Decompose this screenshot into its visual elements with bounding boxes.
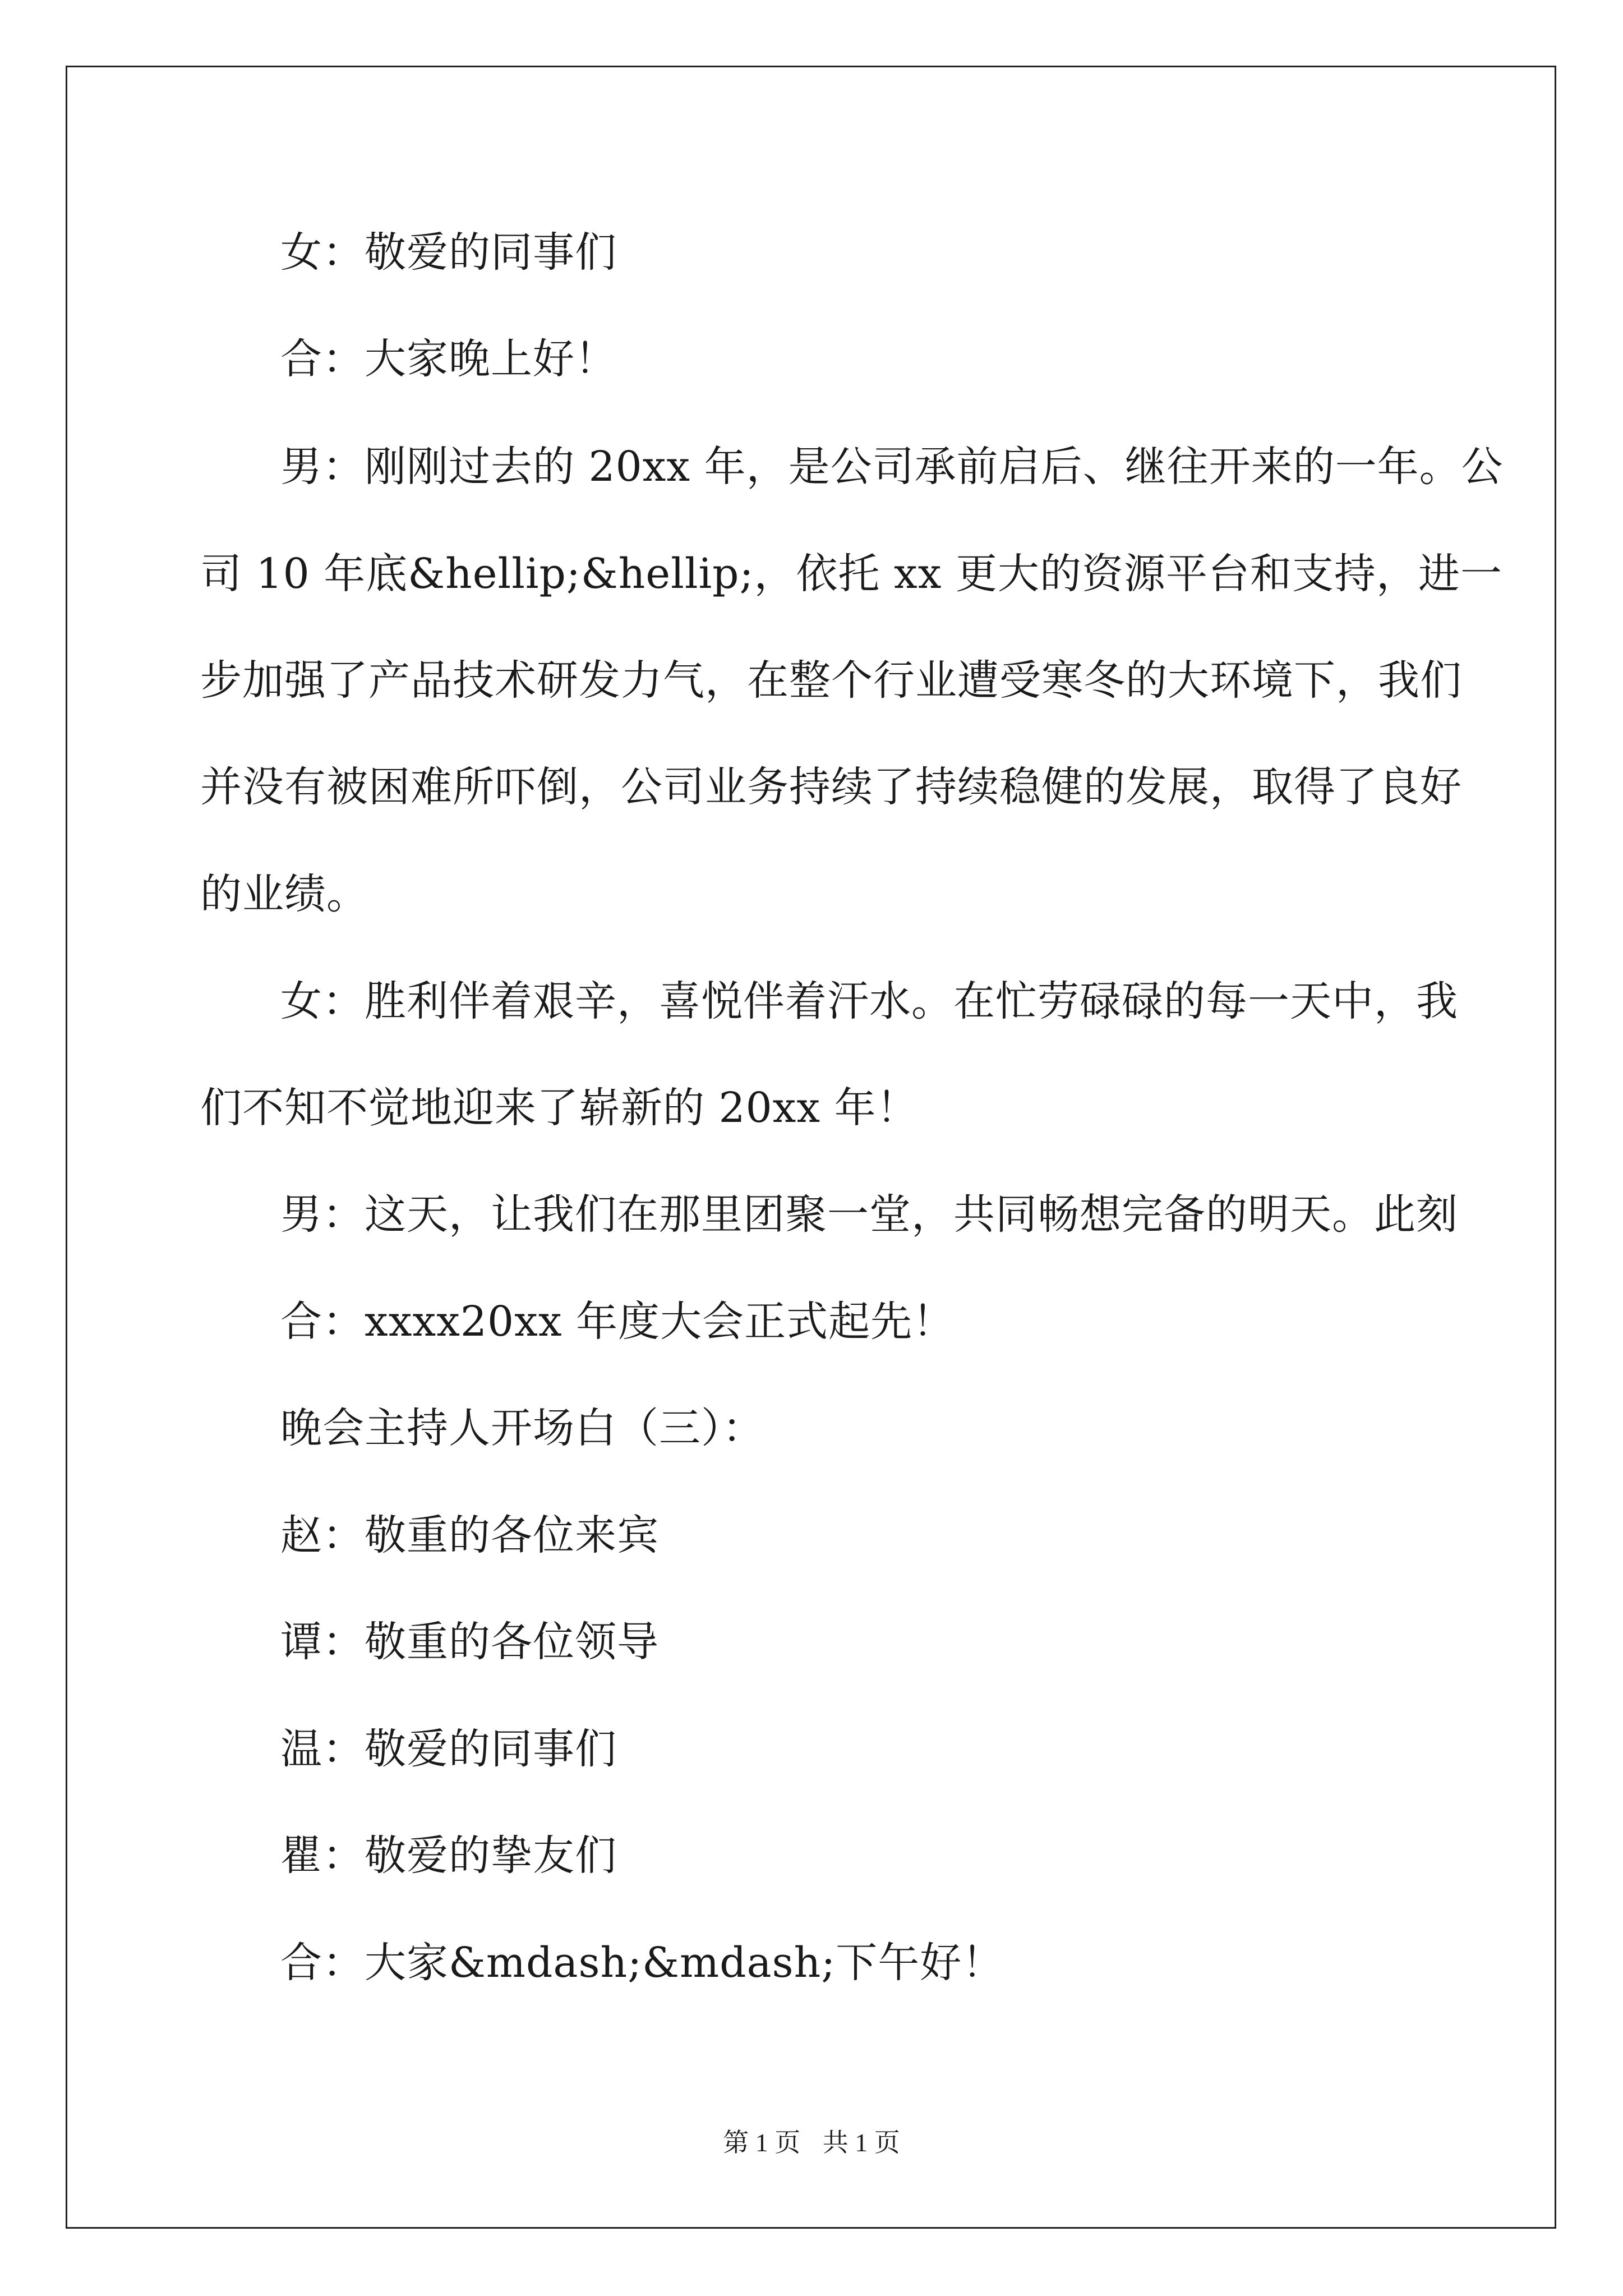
text-line: 女：胜利伴着艰辛，喜悦伴着汗水。在忙劳碌碌的每一天中，我 <box>280 977 1458 1025</box>
text-line: 合：xxxx20xx 年度大会正式起先！ <box>280 1297 955 1346</box>
page-total: 共 1 页 <box>822 2128 900 2157</box>
section-heading: 晚会主持人开场白（三）： <box>280 1404 764 1452</box>
text-line: 赵：敬重的各位来宾 <box>280 1511 659 1559</box>
text-line: 们不知不觉地迎来了崭新的 20xx 年！ <box>200 1084 919 1132</box>
text-line: 男：刚刚过去的 20xx 年，是公司承前启后、继往开来的一年。公 <box>280 443 1504 491</box>
page-number: 第 1 页 <box>723 2128 801 2157</box>
text-line: 步加强了产品技术研发力气，在整个行业遭受寒冬的大环境下，我们 <box>200 656 1462 705</box>
text-line: 温：敬爱的同事们 <box>280 1725 617 1773</box>
text-line: 瞿：敬爱的挚友们 <box>280 1832 617 1880</box>
text-line: 并没有被困难所吓倒，公司业务持续了持续稳健的发展，取得了良好 <box>200 763 1462 811</box>
text-line: 合：大家&mdash;&mdash;下午好！ <box>280 1939 1004 1987</box>
page-border <box>66 66 1556 2229</box>
text-line: 司 10 年底&hellip;&hellip;，依托 xx 更大的资源平台和支持，进一 <box>200 550 1502 598</box>
text-line: 男：这天，让我们在那里团聚一堂，共同畅想完备的明天。此刻 <box>280 1190 1458 1239</box>
text-line: 女：敬爱的同事们 <box>280 228 617 277</box>
text-line: 谭：敬重的各位领导 <box>280 1618 659 1666</box>
page-footer <box>0 2126 1623 2160</box>
text-line: 合：大家晚上好！ <box>280 335 617 383</box>
text-line: 的业绩。 <box>200 870 368 918</box>
